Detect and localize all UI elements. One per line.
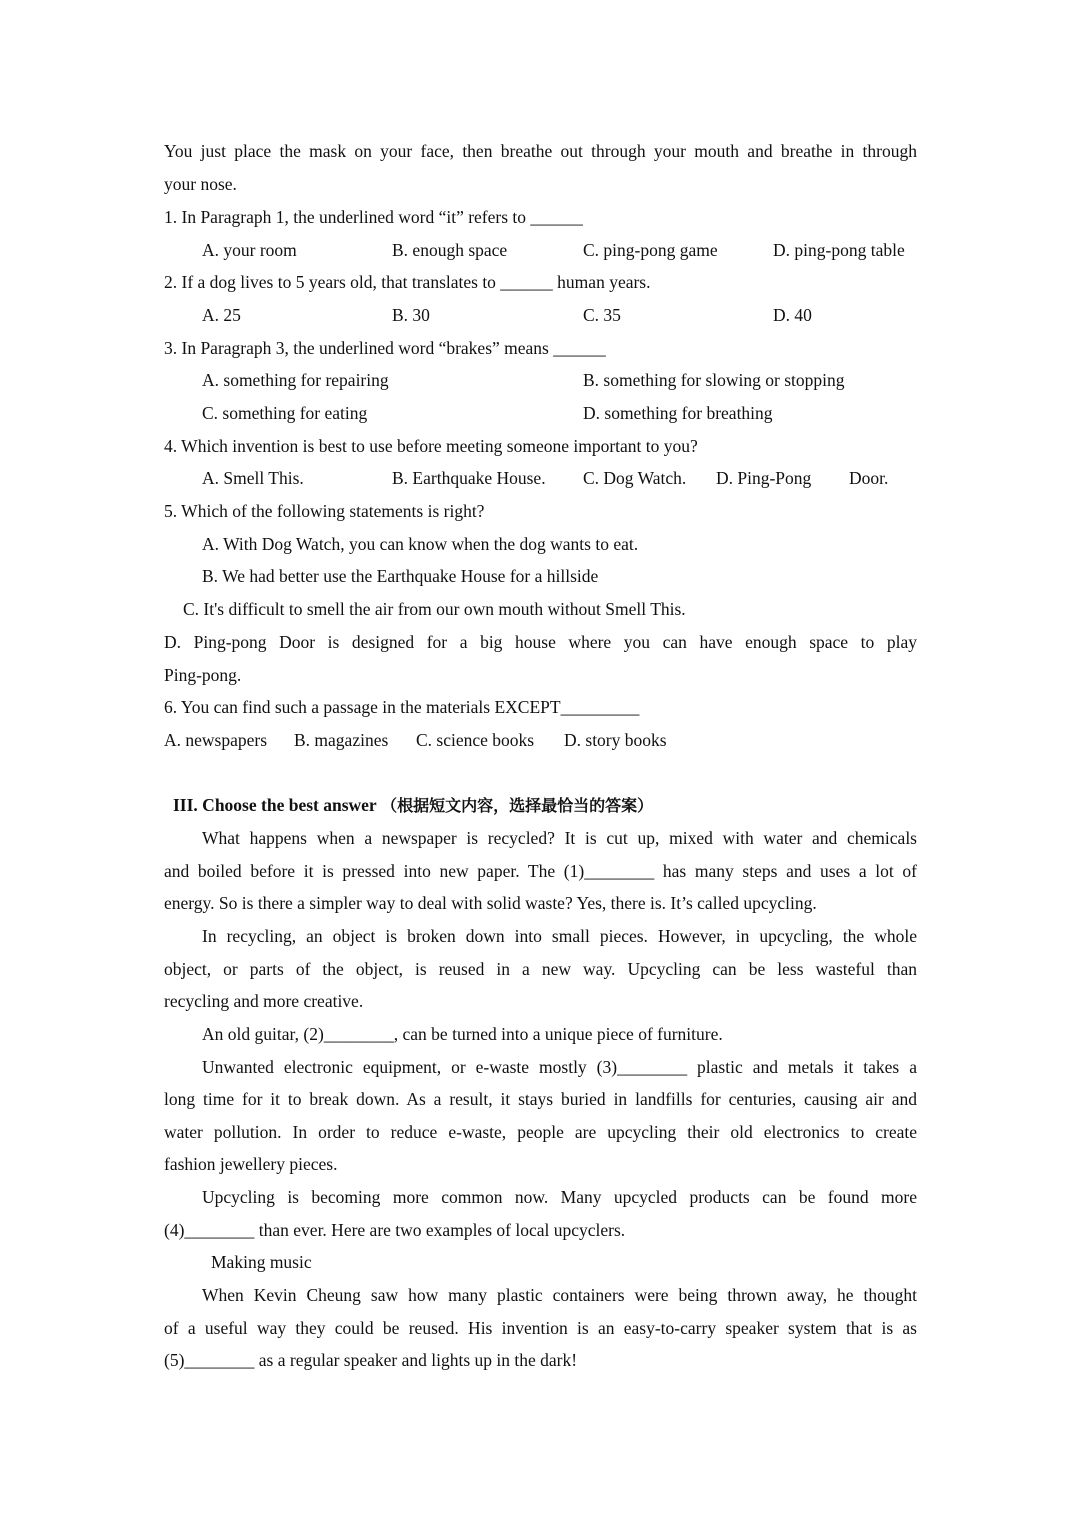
- passage-line: long time for it to break down. As a result, it stays buried in landfills for centuries, causing air and: [164, 1089, 917, 1109]
- question-6-stem: 6. You can find such a passage in the materials EXCEPT_________: [164, 697, 640, 717]
- question-1-option-c: C. ping-pong game: [583, 240, 718, 260]
- question-4-stem: 4. Which invention is best to use before meeting someone important to you?: [164, 436, 698, 456]
- question-3-option-d: D. something for breathing: [583, 403, 773, 423]
- passage-line: An old guitar, (2)________, can be turned into a unique piece of furniture.: [202, 1024, 723, 1044]
- intro-line-2: your nose.: [164, 174, 237, 194]
- question-6-option-a: A. newspapers: [164, 730, 268, 750]
- question-4-option-c: C. Dog Watch.: [583, 468, 687, 488]
- passage-line: water pollution. In order to reduce e-waste, people are upcycling their old electronics to create: [164, 1122, 917, 1142]
- passage-line: Unwanted electronic equipment, or e-waste mostly (3)________ plastic and metals it takes a: [202, 1057, 917, 1077]
- section-3-title-cn: （根据短文内容，选择最恰当的答案）: [381, 796, 654, 815]
- question-3-option-a: A. something for repairing: [202, 370, 389, 390]
- question-2-option-a: A. 25: [202, 305, 241, 325]
- question-6-option-b: B. magazines: [294, 730, 389, 750]
- passage-line: In recycling, an object is broken down into small pieces. However, in upcycling, the whole: [202, 926, 917, 946]
- passage-line: What happens when a newspaper is recycled? It is cut up, mixed with water and chemicals: [202, 828, 917, 848]
- question-2-stem: 2. If a dog lives to 5 years old, that translates to ______ human years.: [164, 272, 651, 292]
- question-5-option-b: B. We had better use the Earthquake House for a hillside: [202, 566, 599, 586]
- question-3-stem: 3. In Paragraph 3, the underlined word “brakes” means ______: [164, 338, 606, 358]
- question-2-option-b: B. 30: [392, 305, 430, 325]
- question-3-option-b: B. something for slowing or stopping: [583, 370, 845, 390]
- question-2-option-d: D. 40: [773, 305, 812, 325]
- question-1-option-a: A. your room: [202, 240, 297, 260]
- question-1-option-d: D. ping-pong table: [773, 240, 905, 260]
- question-5-option-d-cont: Ping-pong.: [164, 665, 242, 685]
- section-3-title-en: III. Choose the best answer: [173, 795, 377, 815]
- question-5-option-c: C. It's difficult to smell the air from our own mouth without Smell This.: [183, 599, 686, 619]
- question-2-option-c: C. 35: [583, 305, 621, 325]
- question-4-option-d-cont: Door.: [849, 468, 889, 488]
- passage-line: energy. So is there a simpler way to deal with solid waste? Yes, there is. It’s called upcycling.: [164, 893, 817, 913]
- passage-line: (4)________ than ever. Here are two examples of local upcyclers.: [164, 1220, 626, 1240]
- intro-line-1: You just place the mask on your face, then breathe out through your mouth and breathe in through: [164, 141, 917, 161]
- question-1-stem: 1. In Paragraph 1, the underlined word “it” refers to ______: [164, 207, 583, 227]
- passage-line: recycling and more creative.: [164, 991, 364, 1011]
- question-1-option-b: B. enough space: [392, 240, 508, 260]
- question-5-stem: 5. Which of the following statements is right?: [164, 501, 485, 521]
- question-4-option-d: D. Ping-Pong: [716, 468, 812, 488]
- question-4-option-b: B. Earthquake House.: [392, 468, 546, 488]
- passage-line: Upcycling is becoming more common now. Many upcycled products can be found more: [202, 1187, 917, 1207]
- passage-line: When Kevin Cheung saw how many plastic containers were being thrown away, he thought: [202, 1285, 917, 1305]
- passage-line: fashion jewellery pieces.: [164, 1154, 338, 1174]
- passage-line: and boiled before it is pressed into new paper. The (1)________ has many steps and uses a lot of: [164, 861, 917, 881]
- question-5-option-d: D. Ping-pong Door is designed for a big house where you can have enough space to play: [164, 632, 917, 652]
- passage-subheading: Making music: [211, 1252, 312, 1272]
- section-3-title: [173, 794, 926, 817]
- question-5-option-a: A. With Dog Watch, you can know when the dog wants to eat.: [202, 534, 639, 554]
- passage-line: object, or parts of the object, is reused in a new way. Upcycling can be less wasteful than: [164, 959, 917, 979]
- question-6-option-d: D. story books: [564, 730, 667, 750]
- passage-line: of a useful way they could be reused. His invention is an easy-to-carry speaker system that is as: [164, 1318, 917, 1338]
- question-4-option-a: A. Smell This.: [202, 468, 304, 488]
- question-6-option-c: C. science books: [416, 730, 535, 750]
- question-3-option-c: C. something for eating: [202, 403, 368, 423]
- passage-line: (5)________ as a regular speaker and lights up in the dark!: [164, 1350, 578, 1370]
